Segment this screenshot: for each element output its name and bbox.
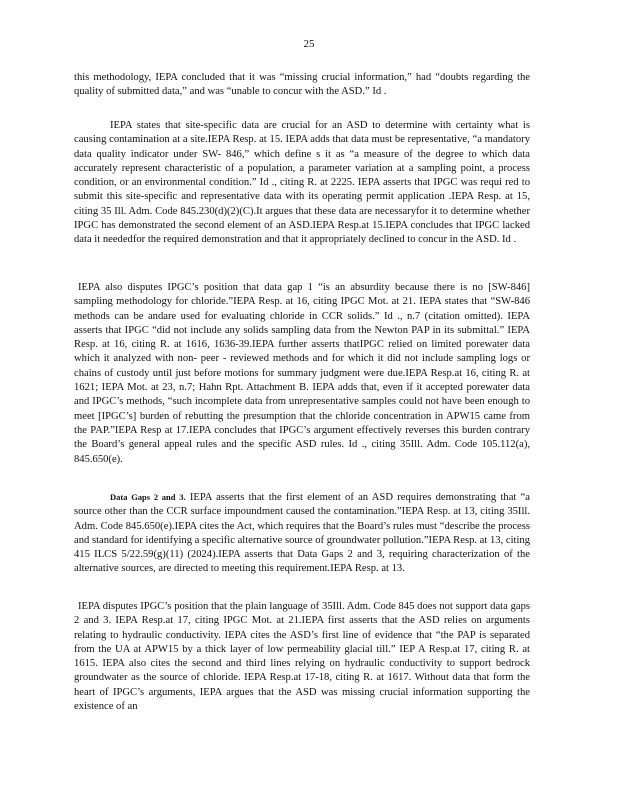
section-heading: Data Gaps 2 and 3. — [110, 492, 186, 502]
paragraph-3 — [74, 281, 530, 467]
paragraph-3-text: IEPA also disputes IPGC’s position that data gap 1 “is an absurdity because there is no [SW-846] sampling methodology for chloride.”IEPA Resp. at 16, citing IPGC Mot. at 21. IEPA states that “SW-846 methods can be andare used for evaluating chloride in CCR solids.” Id ., n.7 (citation omitted). IEPA asserts that IPGC “did not include any solids sampling data from the Newton PAP in its submittal.” IEPA Resp. at 16, citing R. at 1616, 1636-39.IEPA further asserts thatIPGC relied on limited porewater data which it analyzed with non- peer - reviewed methods and for which it did not include sampling logs or chains of custody until just before motions for summary judgment were due.IEPA Resp.at 16, citing R. at 1621; IEPA Mot. at 23, n.7; Hahn Rpt. Attachment B. IEPA adds that, even if it accepted porewater data and IPGC’s methods, “such incomplete data from unrepresentative samples could not have been enough to meet [IPGC’s] burden of rebutting the presumption that the chloride concentration in APW15 came from the PAP.”IEPA Resp at 17.IEPA concludes that IPGC’s argument effectively reverses this burden contrary the Board’s general appeal rules and the specific ASD rules. Id ., citing 35Ill. Adm. Code 105.112(a), 845.650(e). — [74, 282, 530, 465]
paragraph-4 — [74, 490, 530, 577]
paragraph-5 — [74, 600, 530, 714]
paragraph-4-body: IEPA asserts that the first element of an ASD requires demonstrating that “a source other than the CCR surface impoundment caused the contamination.”IEPA Resp. at 13, citing 35Ill. Adm. Code 845.650(e).IEPA cites the Act, which requires that the Board’s rules must “describe the process and standard for identifying a specific alternative source of groundwater pollution.”IEPA Resp. at 13, citing 415 ILCS 5/22.59(g)(11) (2024).IEPA asserts that Data Gaps 2 and 3, requiring characterization of the alternative sources, are directed to meeting this requirement.IEPA Resp. at 13. — [74, 492, 530, 575]
paragraph-1 — [74, 71, 530, 100]
paragraph-5-text: IEPA disputes IPGC’s position that the plain language of 35Ill. Adm. Code 845 does not support data gaps 2 and 3. IEPA Resp.at 17, citing IPGC Mot. at 21.IEPA first asserts that the ASD relies on arguments relating to hydraulic conductivity. IEPA cites the ASD’s first line of evidence that “the PAP is separated from the UA at APW15 by a thick layer of low permeability glacial till.” IEP A Resp.at 17, citing R. at 1615. IEPA also cites the second and third lines relying on hydraulic conductivity to support bedrock groundwater as the source of chloride. IEPA Resp.at 17-18, citing R. at 1617. Without data that form the heart of IPGC’s arguments, IEPA argues that the ASD was missing crucial information supporting the existence of an — [74, 601, 530, 713]
paragraph-2-text: IEPA states that site-specific data are crucial for an ASD to determine with certainty what is causing contamination at a site.IEPA Resp. at 15. IEPA adds that data must be representative, “a mandatory data quality indicator under SW- 846,” which define s it as “a measure of the degree to which data accurately represent characteristic of a population, a parameter variation at a sampling point, a process condition, or an environmental condition.” Id ., citing R. at 2225. IEPA asserts that IPGC was requi red to submit this site-specific and representative data with its operating permit application .IEPA Resp. at 15, citing 35 Ill. Adm. Code 845.230(d)(2)(C).It argues that these data are necessaryfor it to determine whether IPGC has demonstrated the second element of an ASD.IEPA Resp.at 15.IEPA concludes that IPGC lacked data it neededfor the required demonstration and that it appropriately declined to concur in the ASD. Id . — [74, 120, 530, 246]
page-number: 25 — [303, 38, 315, 50]
paragraph-4-text — [74, 490, 530, 577]
paragraph-1-text: this methodology, IEPA concluded that it was “missing crucial information,” had “doubts regarding the quality of submitted data,” and was “unable to concur with the ASD.” Id . — [74, 72, 530, 98]
paragraph-2 — [74, 119, 530, 248]
